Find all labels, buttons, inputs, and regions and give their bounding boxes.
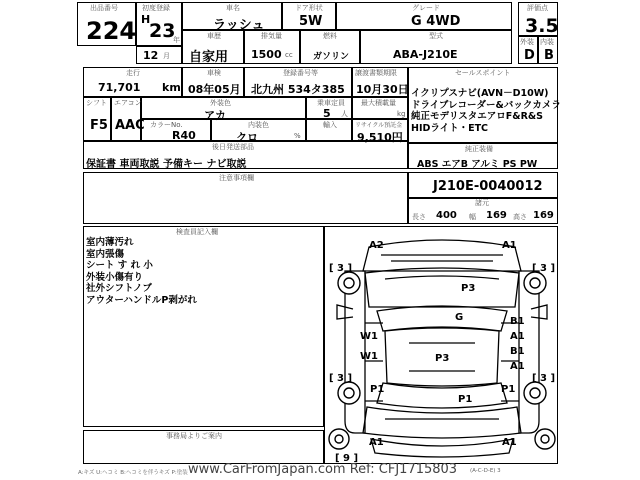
fuel-value: ガソリン [313, 52, 350, 62]
trans-label: 譲渡書類期限 [355, 69, 397, 77]
sales-point-line: HIDライト・ETC [411, 122, 489, 134]
year-label: 初度登録 [142, 4, 170, 12]
wid-label: 幅 [469, 213, 476, 221]
car-diagram [324, 226, 558, 464]
inspector-box [83, 226, 324, 427]
damage-mark-p3-top: P3 [461, 283, 476, 294]
dims-label: 諸元 [475, 199, 489, 207]
color-no-label: カラーNo. [150, 121, 183, 129]
load-unit: kg [397, 110, 406, 118]
damage-mark-w1-a: W1 [360, 331, 378, 342]
lot-number: 224 [86, 17, 137, 45]
year-suffix: 年 [173, 36, 180, 44]
color-no-cell [141, 119, 211, 141]
door-value: 5W [299, 14, 323, 29]
grade-value: G 4WD [411, 14, 461, 29]
aftermarket-label: 後日発送部品 [212, 143, 254, 151]
car-name: ラッシュ [213, 18, 265, 33]
sales-point-box [408, 67, 561, 143]
int-color-value: クロ [236, 131, 258, 144]
capacity-unit: 人 [341, 110, 348, 118]
color-no-value: R40 [172, 129, 196, 142]
year-era: H [141, 13, 151, 26]
load-cell [352, 97, 408, 119]
damage-mark-w1-b: W1 [360, 351, 378, 362]
ac-cell [111, 97, 145, 141]
int-grade: B [544, 48, 554, 63]
damage-mark-a1-top: A1 [502, 240, 517, 251]
inspector-line: アウターハンドルP剥がれ [86, 294, 197, 306]
office-label: 事務局よりご案内 [166, 432, 222, 440]
name-label: 車名 [226, 4, 240, 12]
year-cell [136, 2, 182, 46]
sales-point-label: セールスポイント [455, 69, 511, 77]
int-label: 内装 [540, 38, 554, 46]
km-unit: km [162, 81, 181, 94]
door-label: ドア形状 [295, 4, 323, 12]
footnote-right: (A-C-D-E) 3 [470, 468, 501, 474]
tire-tread-rl: [ 3 ] [329, 373, 353, 384]
notes-box [83, 172, 408, 224]
tax-value: 9,510円 [357, 131, 403, 144]
month-value: 12 [143, 49, 159, 62]
use-label: 車歴 [207, 32, 221, 40]
capacity-value: 5 [323, 107, 331, 120]
disp-label: 排気量 [261, 32, 282, 40]
int-color-label: 内装色 [248, 121, 269, 129]
km-value: 71,701 [98, 81, 141, 94]
inspector-label: 検査員記入欄 [176, 228, 218, 236]
damage-mark-a2: A2 [369, 240, 384, 251]
office-box [83, 430, 324, 464]
ext-color-label: 外装色 [210, 99, 231, 107]
score-label: 評価点 [527, 4, 548, 12]
grade-cell [336, 2, 512, 30]
capacity-cell [306, 97, 352, 119]
load-label: 最大積載量 [361, 99, 396, 107]
inspect-cell [182, 67, 244, 97]
name-cell [182, 2, 282, 33]
lot-label: 出品番号 [90, 4, 118, 12]
damage-mark-p3-mid: P3 [435, 353, 450, 364]
aftermarket-value: 保証書 車両取説 予備キー ナビ取説 [86, 159, 247, 170]
notes-label: 注意事項欄 [219, 174, 254, 182]
damage-mark-a1-br: A1 [502, 437, 517, 448]
shift-cell [83, 97, 111, 141]
model-value: ABA-J210E [393, 48, 458, 61]
score-value: 3.5 [525, 15, 559, 37]
tax-cell [352, 119, 408, 144]
disp-unit: cc [285, 51, 293, 59]
capacity-label: 乗車定員 [317, 99, 345, 107]
fuel-label: 燃料 [323, 32, 337, 40]
door-cell [282, 2, 336, 30]
inspect-label: 車検 [207, 69, 221, 77]
damage-mark-a1-r: A1 [510, 331, 525, 342]
tire-tread-fl: [ 3 ] [329, 263, 353, 274]
equipment-value: ABS エアB アルミ PS PW [417, 159, 538, 170]
inspector-line: 社外シフトノブ [86, 283, 152, 294]
dims-cell [408, 198, 558, 224]
reg-label: 登録番号等 [283, 69, 318, 77]
damage-mark-b1-a: B1 [510, 316, 525, 327]
len-label: 長さ [412, 213, 426, 221]
disp-cell [244, 30, 300, 64]
tax-label: リサイクル預託金 [355, 122, 403, 129]
use-cell [182, 30, 244, 64]
sales-point-line: ドライブレコーダー&バックカメラ [411, 99, 561, 111]
hei-value: 169 [533, 210, 554, 221]
aftermarket-cell [83, 141, 408, 169]
month-suffix: 月 [163, 52, 170, 60]
use-value: 自家用 [189, 50, 229, 65]
ext-color-cell [141, 97, 306, 122]
import-cell [306, 119, 352, 141]
ext-color-value: アカ [204, 109, 226, 122]
grade-label: グレード [412, 4, 440, 12]
percent-mark: % [294, 132, 301, 140]
fuel-cell [300, 30, 360, 64]
tire-tread-fr: [ 3 ] [532, 263, 556, 274]
int-color-cell [211, 119, 306, 144]
damage-mark-g: G [455, 312, 464, 323]
shift-value: F5 [90, 118, 108, 133]
damage-mark-a1-r2: A1 [510, 361, 525, 372]
chassis-value: J210E-0040012 [433, 179, 543, 194]
tire-tread-rr: [ 3 ] [532, 373, 556, 384]
reg-value: 北九州 534タ385 [251, 83, 345, 96]
damage-mark-p1-left: P1 [370, 384, 385, 395]
tire-tread-spare: [ 9 ] [335, 453, 359, 464]
reg-cell [244, 67, 352, 97]
inspect-value: 08年05月 [188, 83, 241, 96]
damage-mark-a1-bl: A1 [369, 437, 384, 448]
km-label: 走行 [126, 69, 140, 77]
shift-label: シフト [86, 99, 107, 107]
chassis-cell [408, 172, 558, 198]
inspector-line: シート す れ 小 [86, 260, 153, 271]
sales-point-line: 純正モデリスタエアロF&R&S [411, 111, 544, 122]
import-label: 輸入 [323, 121, 337, 129]
km-cell [83, 67, 182, 97]
month-cell [136, 46, 182, 64]
equipment-label: 純正装備 [465, 145, 493, 153]
wid-value: 169 [486, 210, 507, 221]
damage-mark-p1-right: P1 [501, 384, 516, 395]
lot-cell [77, 2, 136, 46]
hei-label: 高さ [513, 213, 527, 221]
ext-cell [518, 36, 538, 64]
year-value: 23 [149, 20, 176, 42]
equipment-cell [408, 143, 558, 169]
inspector-line: 室内張傷 [86, 248, 125, 260]
ac-value: AAC [115, 118, 145, 133]
ext-grade: D [524, 48, 535, 63]
damage-mark-p1-bottom: P1 [458, 394, 473, 405]
ext-label: 外装 [520, 38, 534, 46]
watermark: www.CarFromJapan.com Ref: CFJ1715803 [188, 462, 458, 477]
trans-value: 10月30日 [356, 83, 409, 96]
inspector-line: 室内薄汚れ [86, 237, 134, 248]
int-cell [538, 36, 558, 64]
trans-cell [352, 67, 408, 97]
len-value: 400 [436, 210, 457, 221]
score-cell [518, 2, 558, 36]
disp-value: 1500 [251, 48, 282, 61]
inspector-line: 外装小傷有り [86, 271, 144, 283]
footnote-left: A:キズ U:ヘコミ B:ヘコミを伴うキズ P:塗装 [78, 470, 188, 476]
damage-mark-b1-b: B1 [510, 346, 525, 357]
model-cell [360, 30, 512, 64]
sales-point-line: イクリプスナビ(AVN－D10W) [411, 88, 549, 99]
ac-label: エアコン [114, 99, 142, 107]
model-label: 型式 [429, 32, 443, 40]
